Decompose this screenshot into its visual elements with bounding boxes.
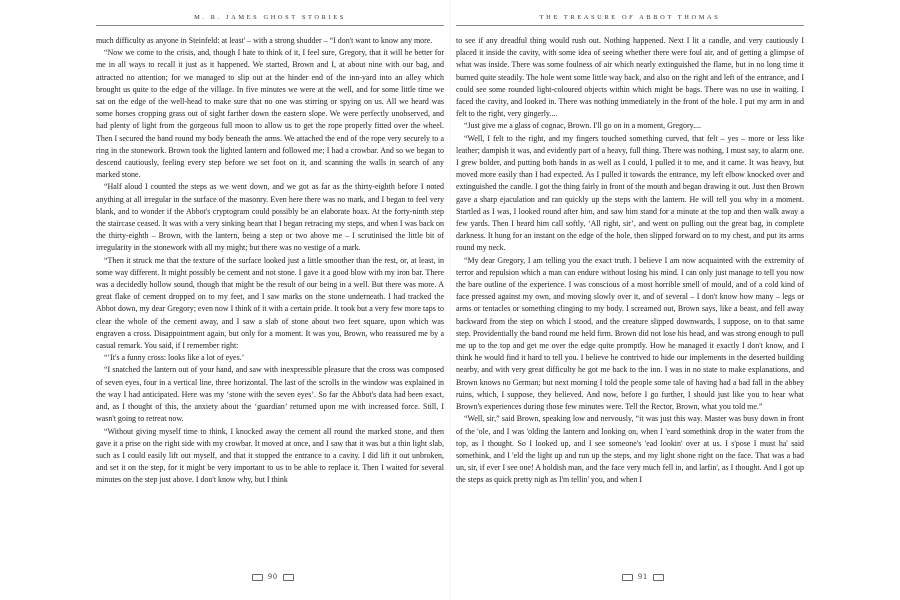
header-rule-left — [96, 25, 444, 26]
paragraph: “Now we come to the crisis, and, though I hate to think of it, I feel sure, Gregory, that it will be better for me in all ways to recall it just as it happened. We started, Brown and I, at about nine with our bag, and attracted no attention; for we managed to slip out at the hinder end of the inn-yard into an alley which brought us quite to the edge of the village. In five minutes we were at the well, and for some little time we sat on the edge of the well-head to make sure that no one was stirring or spying on us. All we heard was some horses cropping grass out of sight farther down the eastern slope. We were perfectly unobserved, and had plenty of light from the gorgeous full moon to allow us to get the rope properly fitted over the wheel. Then I secured the band round my body beneath the arms. We attached the end of the rope very securely to a ring in the stonework. Brown took the lighted lantern and followed me; I had a crowbar. And so we began to descend cautiously, feeling every step before we set foot on it, and scanning the walls in search of any marked stone. — [96, 48, 444, 180]
header-rule-right — [456, 25, 804, 26]
paragraph: “I snatched the lantern out of your hand, and saw with inexpressible pleasure that the cross was composed of seven eyes, four in a vertical line, three horizontal. The last of the scrolls in the window was explained in the way I had anticipated. Here was my ‘stone with the seven eyes’. So far the Abbot's data had been exact, and, as I thought of this, the anxiety about the ‘guardian’ returned upon me with increased force. Still, I wasn't going to retreat now. — [96, 365, 444, 424]
paragraph: “Just give me a glass of cognac, Brown. I'll go on in a moment, Gregory.... — [464, 121, 702, 131]
paragraph: “My dear Gregory, I am telling you the exact truth. I believe I am now acquainted with the extremity of terror and repulsion which a man can endure without losing his mind. I can only just manage to tell you now the bare outline of the experience. I was conscious of a most horrible smell of mould, and of a cold kind of face pressed against my own, and moving slowly over it, and of several – I don't know how many – legs or arms or tentacles or something clinging to my body. I screamed out, Brown says, like a beast, and fell away backward from the step on which I stood, and the creature slipped downwards, I suppose, on to that same step. Providentially the band round me held firm. Brown did not lose his head, and was strong enough to pull me up to the top and get me over the edge quite promptly. How he managed it exactly I don't know, and I think he would find it hard to tell you. I believe he contrived to hide our implements in the deserted building nearby, and with very great difficulty he got me back to the inn. I was in no state to make explanations, and Brown knows no German; but next morning I told the people some tale of having had a bad fall in the abbey ruins, which, I suppose, they believed. And now, before I go further, I should just like you to hear what Brown's experiences during those few minutes were. Tell the Rector, Brown, what you told me.” — [456, 255, 804, 412]
page-number-text: 91 — [638, 572, 648, 581]
ornament-icon — [283, 574, 294, 581]
right-page-body — [456, 35, 804, 565]
page-number-right — [620, 572, 666, 581]
paragraph: “Without giving myself time to think, I knocked away the cement all round the marked stone, and then gave it a prise on the right side with my crowbar. It moved at once, and I saw that it was but a thin light slab, such as I could easily lift out myself, and that it stopped the entrance to a cavity. I did lift it out unbroken, and set it on the step, for it might be very important to us to be able to replace it. Then I waited for several minutes on the step just above. I don't know why, but I think — [96, 426, 444, 485]
ornament-icon — [653, 574, 664, 581]
page-number-text: 90 — [268, 572, 278, 581]
running-header-right: THE TREASURE OF ABBOT THOMAS — [539, 14, 721, 21]
running-header-left: M. R. JAMES GHOST STORIES — [194, 14, 346, 21]
ornament-icon — [622, 574, 633, 581]
right-page — [450, 0, 900, 600]
paragraph: “‘It's a funny cross: looks like a lot of eyes.’ — [104, 353, 245, 363]
paragraph: to see if any dreadful thing would rush out. Nothing happened. Next I lit a candle, and very cautiously I placed it inside the cavity, with some idea of seeing whether there were foul air, and of getting a glimpse of what was inside. There was some foulness of air which nearly extinguished the flame, but in no long time it burned quite steadily. The hole went some little way back, and also on the right and left of the entrance, and I could see some rounded light-coloured objects within which might be bags. There was no use in waiting. I faced the cavity, and looked in. There was nothing immediately in the front of the hole. I put my arm in and felt to the right, very gingerly.... — [456, 36, 804, 119]
paragraph: “Then it struck me that the texture of the surface looked just a little smoother than the rest, or, at least, in some way different. It might possibly be cement and not stone. I gave it a good blow with my iron bar. There was a decidedly hollow sound, though that might be the result of our being in a well. But there was more. A great flake of cement dropped on to my feet, and I saw marks on the stone underneath. I had tracked the Abbot down, my dear Gregory; even now I think of it with a certain pride. It took but a very few more taps to clear the whole of the cement away, and I saw a slab of stone about two feet square, upon which was engraven a cross. Disappointment again, but only for a moment. It was you, Brown, who reassured me by a casual remark. You said, if I remember right: — [96, 255, 444, 351]
page-number-left — [250, 572, 296, 581]
paragraph: “Well, I felt to the right, and my fingers touched something curved, that felt – yes – more or less like leather; dampish it was, and evidently part of a heavy, full thing. There was nothing, I must say, to alarm one. I grew bolder, and putting both hands in as well as I could, I pulled it to me, and it came. It was heavy, but moved more easily than I had expected. As I pulled it towards the entrance, my left elbow knocked over and extinguished the candle. I got the thing fairly in front of the mouth and began drawing it out. Just then Brown gave a sharp ejaculation and ran quickly up the steps with the lantern. He will tell you why in a moment. Startled as I was, I looked round after him, and saw him stand for a minute at the top and then walk away a few yards. Then I heard him call softly, ‘All right, sir’, and went on pulling out the great bag, in complete darkness. It hung for an instant on the edge of the hole, then slipped forward on to my chest, and put its arms round my neck. — [456, 133, 804, 253]
paragraph: “Well, sir,” said Brown, speaking low and nervously, “it was just this way. Master was busy down in front of the 'ole, and I was 'olding the lantern and looking on, when I 'eard somethink drop in the water from the top, as I thought. So I looked up, and I see someone's 'ead lookin' over at us. I s'pose I must ha' said somethink, and I 'eld the light up and run up the steps, and my light shone right on the face. That was a bad un, sir, if ever I see one! A holdish man, and the face very much fell in, and larfin', as I thought. And I got up the steps as quick pretty nigh as I'm tellin' you, and when I — [456, 414, 804, 485]
paragraph: “Half aloud I counted the steps as we went down, and we got as far as the thirty-eighth before I noted anything at all irregular in the surface of the masonry. Even here there was no mark, and I began to feel very blank, and to wonder if the Abbot's cryptogram could possibly be an elaborate hoax. At the forty-ninth step the staircase ceased. It was with a very sinking heart that I began retracing my steps, and when I was back on the thirty-eighth – Brown, with the lantern, being a step or two above me – I scrutinised the little bit of irregularity in the stonework with all my might; but there was no vestige of a mark. — [96, 182, 444, 253]
left-page-body — [96, 35, 444, 565]
paragraph: much difficulty as anyone in Steinfeld: at least' – with a strong shudder – “I don't want to know any more. — [96, 36, 433, 45]
ornament-icon — [252, 574, 263, 581]
